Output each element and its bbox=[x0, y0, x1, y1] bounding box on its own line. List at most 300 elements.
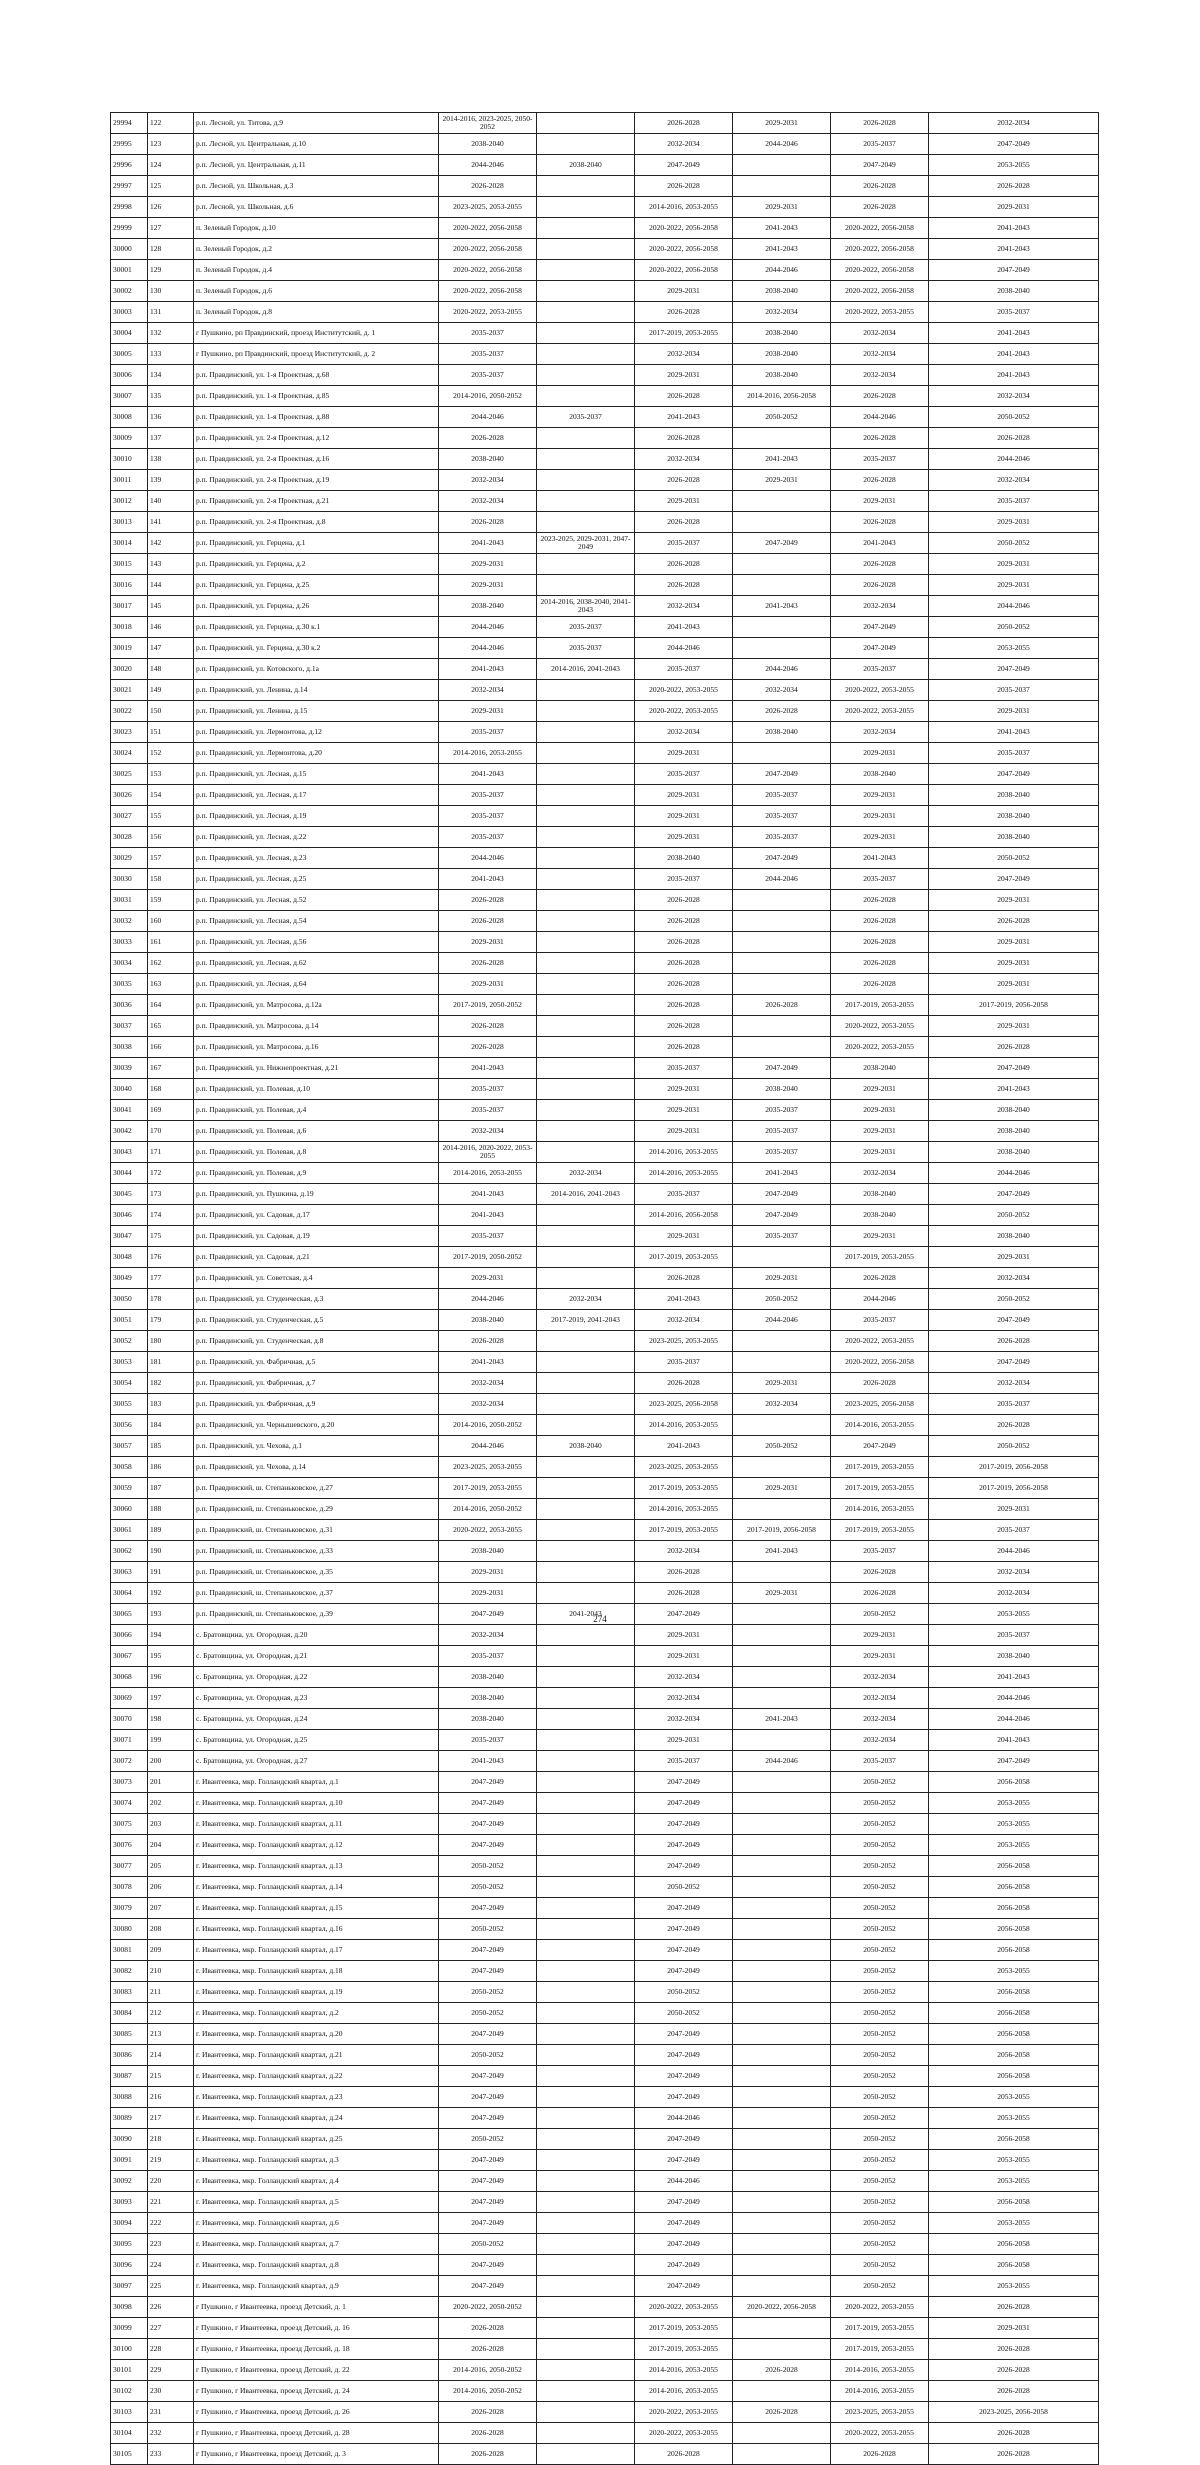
row-number-cell: 212 bbox=[148, 2003, 194, 2024]
address-cell: р.п. Правдинский, ш. Степаньковское, д.33 bbox=[194, 1541, 439, 1562]
row-number-cell: 123 bbox=[148, 134, 194, 155]
period-cell-2 bbox=[537, 302, 635, 323]
period-cell-4 bbox=[733, 953, 831, 974]
period-cell-1: 2017-2019, 2053-2055 bbox=[439, 1478, 537, 1499]
row-number-cell: 229 bbox=[148, 2360, 194, 2381]
period-cell-1: 2023-2025, 2053-2055 bbox=[439, 1457, 537, 1478]
row-number-cell: 170 bbox=[148, 1121, 194, 1142]
row-number-cell: 188 bbox=[148, 1499, 194, 1520]
period-cell-6: 2041-2043 bbox=[929, 344, 1099, 365]
period-cell-6: 2035-2037 bbox=[929, 302, 1099, 323]
period-cell-6: 2029-2031 bbox=[929, 2318, 1099, 2339]
table-row bbox=[111, 533, 1099, 554]
address-cell: г. Ивантеевка, мкр. Голландский квартал, д.24 bbox=[194, 2108, 439, 2129]
period-cell-5: 2029-2031 bbox=[831, 827, 929, 848]
address-cell: п. Зеленый Городок, д.4 bbox=[194, 260, 439, 281]
period-cell-5: 2050-2052 bbox=[831, 2003, 929, 2024]
period-cell-3: 2032-2034 bbox=[635, 1310, 733, 1331]
period-cell-4 bbox=[733, 1457, 831, 1478]
record-id-cell: 30103 bbox=[111, 2402, 148, 2423]
row-number-cell: 129 bbox=[148, 260, 194, 281]
record-id-cell: 30053 bbox=[111, 1352, 148, 1373]
period-cell-2 bbox=[537, 890, 635, 911]
period-cell-6: 2029-2031 bbox=[929, 1499, 1099, 1520]
period-cell-1: 2047-2049 bbox=[439, 1814, 537, 1835]
period-cell-3: 2026-2028 bbox=[635, 1016, 733, 1037]
period-cell-6: 2032-2034 bbox=[929, 1268, 1099, 1289]
period-cell-2 bbox=[537, 1646, 635, 1667]
period-cell-4: 2029-2031 bbox=[733, 113, 831, 134]
period-cell-1: 2014-2016, 2050-2052 bbox=[439, 1499, 537, 1520]
address-cell: п. Зеленый Городок, д.10 bbox=[194, 218, 439, 239]
period-cell-6: 2035-2037 bbox=[929, 1520, 1099, 1541]
period-cell-4: 2041-2043 bbox=[733, 596, 831, 617]
period-cell-2 bbox=[537, 1268, 635, 1289]
period-cell-5: 2050-2052 bbox=[831, 2108, 929, 2129]
period-cell-4 bbox=[733, 1856, 831, 1877]
period-cell-4 bbox=[733, 2381, 831, 2402]
period-cell-1: 2026-2028 bbox=[439, 2423, 537, 2444]
row-number-cell: 218 bbox=[148, 2129, 194, 2150]
address-cell: г. Ивантеевка, мкр. Голландский квартал, д.23 bbox=[194, 2087, 439, 2108]
table-row bbox=[111, 2423, 1099, 2444]
period-cell-5: 2050-2052 bbox=[831, 1856, 929, 1877]
period-cell-1: 2047-2049 bbox=[439, 2192, 537, 2213]
address-cell: р.п. Правдинский, ул. Матросова, д.16 bbox=[194, 1037, 439, 1058]
row-number-cell: 156 bbox=[148, 827, 194, 848]
period-cell-5: 2050-2052 bbox=[831, 1898, 929, 1919]
address-cell: г. Ивантеевка, мкр. Голландский квартал, д.21 bbox=[194, 2045, 439, 2066]
period-cell-3: 2026-2028 bbox=[635, 1373, 733, 1394]
period-cell-4: 2047-2049 bbox=[733, 764, 831, 785]
period-cell-3: 2050-2052 bbox=[635, 2003, 733, 2024]
period-cell-6: 2041-2043 bbox=[929, 323, 1099, 344]
address-cell: р.п. Правдинский, ул. Фабричная, д.5 bbox=[194, 1352, 439, 1373]
record-id-cell: 30045 bbox=[111, 1184, 148, 1205]
period-cell-5: 2026-2028 bbox=[831, 1373, 929, 1394]
period-cell-6: 2029-2031 bbox=[929, 512, 1099, 533]
period-cell-1: 2014-2016, 2050-2052 bbox=[439, 2381, 537, 2402]
period-cell-2 bbox=[537, 764, 635, 785]
period-cell-3: 2026-2028 bbox=[635, 995, 733, 1016]
address-cell: с. Братовщина, ул. Огородная, д.24 bbox=[194, 1709, 439, 1730]
table-row bbox=[111, 1940, 1099, 1961]
period-cell-5: 2017-2019, 2053-2055 bbox=[831, 1478, 929, 1499]
table-row bbox=[111, 2003, 1099, 2024]
address-cell: р.п. Правдинский, ул. Герцена, д.26 bbox=[194, 596, 439, 617]
table-row bbox=[111, 239, 1099, 260]
record-id-cell: 30082 bbox=[111, 1961, 148, 1982]
row-number-cell: 136 bbox=[148, 407, 194, 428]
table-row bbox=[111, 1919, 1099, 1940]
period-cell-4 bbox=[733, 575, 831, 596]
period-cell-6: 2029-2031 bbox=[929, 197, 1099, 218]
period-cell-1: 2038-2040 bbox=[439, 596, 537, 617]
record-id-cell: 30055 bbox=[111, 1394, 148, 1415]
record-id-cell: 30097 bbox=[111, 2276, 148, 2297]
period-cell-3: 2044-2046 bbox=[635, 638, 733, 659]
period-cell-2 bbox=[537, 554, 635, 575]
table-row bbox=[111, 764, 1099, 785]
period-cell-2 bbox=[537, 1478, 635, 1499]
period-cell-4: 2050-2052 bbox=[733, 407, 831, 428]
address-cell: г Пушкино, г Ивантеевка, проезд Детский, д. 3 bbox=[194, 2444, 439, 2465]
period-cell-3: 2050-2052 bbox=[635, 1982, 733, 2003]
period-cell-5: 2029-2031 bbox=[831, 1079, 929, 1100]
period-cell-4 bbox=[733, 932, 831, 953]
period-cell-6: 2044-2046 bbox=[929, 449, 1099, 470]
row-number-cell: 198 bbox=[148, 1709, 194, 1730]
period-cell-5: 2026-2028 bbox=[831, 1583, 929, 1604]
address-cell: р.п. Правдинский, ул. 2-я Проектная, д.16 bbox=[194, 449, 439, 470]
record-id-cell: 30071 bbox=[111, 1730, 148, 1751]
record-id-cell: 30077 bbox=[111, 1856, 148, 1877]
period-cell-1: 2050-2052 bbox=[439, 2129, 537, 2150]
record-id-cell: 30000 bbox=[111, 239, 148, 260]
period-cell-6: 2056-2058 bbox=[929, 2024, 1099, 2045]
period-cell-4: 2029-2031 bbox=[733, 1268, 831, 1289]
table-row bbox=[111, 1289, 1099, 1310]
period-cell-1: 2041-2043 bbox=[439, 1184, 537, 1205]
record-id-cell: 30057 bbox=[111, 1436, 148, 1457]
period-cell-2: 2032-2034 bbox=[537, 1163, 635, 1184]
address-cell: р.п. Правдинский, ул. Фабричная, д.7 bbox=[194, 1373, 439, 1394]
period-cell-2 bbox=[537, 1247, 635, 1268]
period-cell-3: 2023-2025, 2053-2055 bbox=[635, 1457, 733, 1478]
table-row bbox=[111, 1163, 1099, 1184]
table-row bbox=[111, 1226, 1099, 1247]
table-row bbox=[111, 491, 1099, 512]
period-cell-2 bbox=[537, 386, 635, 407]
period-cell-2 bbox=[537, 2423, 635, 2444]
record-id-cell: 30049 bbox=[111, 1268, 148, 1289]
table-row bbox=[111, 2381, 1099, 2402]
period-cell-1: 2029-2031 bbox=[439, 1268, 537, 1289]
row-number-cell: 135 bbox=[148, 386, 194, 407]
address-cell: р.п. Правдинский, ул. Лесная, д.56 bbox=[194, 932, 439, 953]
period-cell-6: 2035-2037 bbox=[929, 491, 1099, 512]
period-cell-1: 2041-2043 bbox=[439, 1751, 537, 1772]
period-cell-5: 2050-2052 bbox=[831, 1940, 929, 1961]
table-row bbox=[111, 722, 1099, 743]
period-cell-4 bbox=[733, 1898, 831, 1919]
period-cell-2 bbox=[537, 1058, 635, 1079]
row-number-cell: 172 bbox=[148, 1163, 194, 1184]
row-number-cell: 162 bbox=[148, 953, 194, 974]
period-cell-6: 2026-2028 bbox=[929, 1331, 1099, 1352]
period-cell-2 bbox=[537, 1079, 635, 1100]
address-cell: р.п. Правдинский, ул. Лермонтова, д.20 bbox=[194, 743, 439, 764]
period-cell-4: 2029-2031 bbox=[733, 1373, 831, 1394]
record-id-cell: 30098 bbox=[111, 2297, 148, 2318]
period-cell-3: 2047-2049 bbox=[635, 1793, 733, 1814]
row-number-cell: 152 bbox=[148, 743, 194, 764]
period-cell-5: 2026-2028 bbox=[831, 512, 929, 533]
table-row bbox=[111, 1457, 1099, 1478]
period-cell-3: 2050-2052 bbox=[635, 1877, 733, 1898]
table-row bbox=[111, 1646, 1099, 1667]
row-number-cell: 154 bbox=[148, 785, 194, 806]
address-cell: г. Ивантеевка, мкр. Голландский квартал, д.7 bbox=[194, 2234, 439, 2255]
table-row bbox=[111, 1625, 1099, 1646]
period-cell-5: 2038-2040 bbox=[831, 764, 929, 785]
period-cell-2 bbox=[537, 1520, 635, 1541]
period-cell-6: 2035-2037 bbox=[929, 1625, 1099, 1646]
period-cell-3: 2032-2034 bbox=[635, 1709, 733, 1730]
period-cell-1: 2035-2037 bbox=[439, 1226, 537, 1247]
period-cell-4 bbox=[733, 2234, 831, 2255]
period-cell-5: 2026-2028 bbox=[831, 386, 929, 407]
address-cell: р.п. Правдинский, ул. Пушкина, д.19 bbox=[194, 1184, 439, 1205]
period-cell-1: 2035-2037 bbox=[439, 1079, 537, 1100]
period-cell-4 bbox=[733, 890, 831, 911]
period-cell-6: 2026-2028 bbox=[929, 428, 1099, 449]
row-number-cell: 183 bbox=[148, 1394, 194, 1415]
row-number-cell: 131 bbox=[148, 302, 194, 323]
period-cell-3: 2047-2049 bbox=[635, 2276, 733, 2297]
record-id-cell: 30062 bbox=[111, 1541, 148, 1562]
period-cell-2 bbox=[537, 1814, 635, 1835]
row-number-cell: 189 bbox=[148, 1520, 194, 1541]
row-number-cell: 176 bbox=[148, 1247, 194, 1268]
record-id-cell: 30075 bbox=[111, 1814, 148, 1835]
period-cell-5: 2020-2022, 2053-2055 bbox=[831, 701, 929, 722]
record-id-cell: 30100 bbox=[111, 2339, 148, 2360]
period-cell-1: 2047-2049 bbox=[439, 2024, 537, 2045]
period-cell-4: 2044-2046 bbox=[733, 869, 831, 890]
table-row bbox=[111, 1205, 1099, 1226]
period-cell-3: 2047-2049 bbox=[635, 2150, 733, 2171]
table-row bbox=[111, 218, 1099, 239]
period-cell-3: 2047-2049 bbox=[635, 1919, 733, 1940]
period-cell-6: 2056-2058 bbox=[929, 2066, 1099, 2087]
period-cell-2 bbox=[537, 2276, 635, 2297]
period-cell-2 bbox=[537, 491, 635, 512]
period-cell-1: 2023-2025, 2053-2055 bbox=[439, 197, 537, 218]
period-cell-5: 2029-2031 bbox=[831, 785, 929, 806]
table-row bbox=[111, 1583, 1099, 1604]
period-cell-5: 2020-2022, 2056-2058 bbox=[831, 260, 929, 281]
table-row bbox=[111, 1856, 1099, 1877]
table-row bbox=[111, 176, 1099, 197]
period-cell-5: 2026-2028 bbox=[831, 554, 929, 575]
period-cell-5: 2029-2031 bbox=[831, 1142, 929, 1163]
record-id-cell: 30016 bbox=[111, 575, 148, 596]
address-cell: р.п. Лесной, ул. Школьная, д.3 bbox=[194, 176, 439, 197]
period-cell-3: 2029-2031 bbox=[635, 1121, 733, 1142]
address-cell: с. Братовщина, ул. Огородная, д.22 bbox=[194, 1667, 439, 1688]
period-cell-4: 2038-2040 bbox=[733, 344, 831, 365]
period-cell-5: 2032-2034 bbox=[831, 722, 929, 743]
period-cell-4: 2041-2043 bbox=[733, 218, 831, 239]
period-cell-1: 2029-2031 bbox=[439, 1583, 537, 1604]
period-cell-3: 2026-2028 bbox=[635, 428, 733, 449]
period-cell-3: 2026-2028 bbox=[635, 113, 733, 134]
record-id-cell: 30005 bbox=[111, 344, 148, 365]
period-cell-2 bbox=[537, 1877, 635, 1898]
period-cell-1: 2050-2052 bbox=[439, 2045, 537, 2066]
period-cell-2 bbox=[537, 1625, 635, 1646]
period-cell-6: 2044-2046 bbox=[929, 1163, 1099, 1184]
period-cell-3: 2026-2028 bbox=[635, 932, 733, 953]
period-cell-6: 2017-2019, 2056-2058 bbox=[929, 995, 1099, 1016]
period-cell-4: 2041-2043 bbox=[733, 239, 831, 260]
period-cell-4: 2044-2046 bbox=[733, 260, 831, 281]
period-cell-1: 2014-2016, 2020-2022, 2053-2055 bbox=[439, 1142, 537, 1163]
record-id-cell: 30029 bbox=[111, 848, 148, 869]
table-row bbox=[111, 323, 1099, 344]
period-cell-3: 2032-2034 bbox=[635, 1688, 733, 1709]
period-cell-1: 2026-2028 bbox=[439, 1037, 537, 1058]
period-cell-1: 2020-2022, 2053-2055 bbox=[439, 302, 537, 323]
period-cell-1: 2041-2043 bbox=[439, 869, 537, 890]
table-row bbox=[111, 890, 1099, 911]
period-cell-4 bbox=[733, 2066, 831, 2087]
period-cell-6: 2050-2052 bbox=[929, 617, 1099, 638]
period-cell-1: 2035-2037 bbox=[439, 323, 537, 344]
period-cell-1: 2020-2022, 2053-2055 bbox=[439, 1520, 537, 1541]
period-cell-6: 2038-2040 bbox=[929, 1121, 1099, 1142]
period-cell-2 bbox=[537, 1982, 635, 2003]
period-cell-1: 2029-2031 bbox=[439, 554, 537, 575]
period-cell-1: 2035-2037 bbox=[439, 806, 537, 827]
table-row bbox=[111, 1415, 1099, 1436]
period-cell-5: 2050-2052 bbox=[831, 2024, 929, 2045]
period-cell-5: 2050-2052 bbox=[831, 1814, 929, 1835]
record-id-cell: 30025 bbox=[111, 764, 148, 785]
period-cell-4 bbox=[733, 1772, 831, 1793]
period-cell-4 bbox=[733, 2318, 831, 2339]
period-cell-6: 2050-2052 bbox=[929, 1289, 1099, 1310]
period-cell-1: 2032-2034 bbox=[439, 470, 537, 491]
period-cell-6: 2053-2055 bbox=[929, 2087, 1099, 2108]
address-cell: г. Ивантеевка, мкр. Голландский квартал, д.12 bbox=[194, 1835, 439, 1856]
address-cell: г. Ивантеевка, мкр. Голландский квартал, д.14 bbox=[194, 1877, 439, 1898]
period-cell-2 bbox=[537, 806, 635, 827]
period-cell-6: 2047-2049 bbox=[929, 869, 1099, 890]
period-cell-6: 2026-2028 bbox=[929, 2339, 1099, 2360]
period-cell-2 bbox=[537, 785, 635, 806]
period-cell-1: 2044-2046 bbox=[439, 155, 537, 176]
period-cell-6: 2047-2049 bbox=[929, 1184, 1099, 1205]
period-cell-4: 2026-2028 bbox=[733, 701, 831, 722]
period-cell-1: 2029-2031 bbox=[439, 932, 537, 953]
record-id-cell: 30027 bbox=[111, 806, 148, 827]
period-cell-4: 2041-2043 bbox=[733, 1163, 831, 1184]
period-cell-5: 2050-2052 bbox=[831, 2213, 929, 2234]
record-id-cell: 30067 bbox=[111, 1646, 148, 1667]
record-id-cell: 30070 bbox=[111, 1709, 148, 1730]
record-id-cell: 30033 bbox=[111, 932, 148, 953]
table-row bbox=[111, 1562, 1099, 1583]
period-cell-2 bbox=[537, 1415, 635, 1436]
period-cell-5: 2020-2022, 2056-2058 bbox=[831, 281, 929, 302]
period-cell-5: 2038-2040 bbox=[831, 1184, 929, 1205]
period-cell-3: 2026-2028 bbox=[635, 953, 733, 974]
table-row bbox=[111, 1247, 1099, 1268]
row-number-cell: 201 bbox=[148, 1772, 194, 1793]
period-cell-6: 2035-2037 bbox=[929, 743, 1099, 764]
row-number-cell: 155 bbox=[148, 806, 194, 827]
row-number-cell: 148 bbox=[148, 659, 194, 680]
period-cell-6: 2056-2058 bbox=[929, 2045, 1099, 2066]
period-cell-3: 2047-2049 bbox=[635, 2024, 733, 2045]
period-cell-2: 2038-2040 bbox=[537, 155, 635, 176]
period-cell-3: 2041-2043 bbox=[635, 617, 733, 638]
record-id-cell: 30084 bbox=[111, 2003, 148, 2024]
address-cell: р.п. Правдинский, ул. Котовского, д.1а bbox=[194, 659, 439, 680]
row-number-cell: 213 bbox=[148, 2024, 194, 2045]
period-cell-3: 2047-2049 bbox=[635, 155, 733, 176]
period-cell-3: 2041-2043 bbox=[635, 1289, 733, 1310]
period-cell-2 bbox=[537, 2213, 635, 2234]
period-cell-6: 2029-2031 bbox=[929, 1016, 1099, 1037]
record-id-cell: 30011 bbox=[111, 470, 148, 491]
period-cell-6: 2053-2055 bbox=[929, 1814, 1099, 1835]
period-cell-2 bbox=[537, 2024, 635, 2045]
period-cell-2 bbox=[537, 1205, 635, 1226]
row-number-cell: 145 bbox=[148, 596, 194, 617]
table-row bbox=[111, 953, 1099, 974]
period-cell-6: 2053-2055 bbox=[929, 2108, 1099, 2129]
period-cell-6: 2047-2049 bbox=[929, 764, 1099, 785]
record-id-cell: 30083 bbox=[111, 1982, 148, 2003]
record-id-cell: 30050 bbox=[111, 1289, 148, 1310]
record-id-cell: 30064 bbox=[111, 1583, 148, 1604]
record-id-cell: 30074 bbox=[111, 1793, 148, 1814]
period-cell-2 bbox=[537, 1583, 635, 1604]
period-cell-1: 2026-2028 bbox=[439, 2339, 537, 2360]
period-cell-4 bbox=[733, 1730, 831, 1751]
period-cell-6: 2056-2058 bbox=[929, 2192, 1099, 2213]
period-cell-3: 2026-2028 bbox=[635, 386, 733, 407]
period-cell-6: 2053-2055 bbox=[929, 1961, 1099, 1982]
record-id-cell: 30003 bbox=[111, 302, 148, 323]
row-number-cell: 122 bbox=[148, 113, 194, 134]
period-cell-5: 2017-2019, 2053-2055 bbox=[831, 1520, 929, 1541]
table-row bbox=[111, 1478, 1099, 1499]
record-id-cell: 30101 bbox=[111, 2360, 148, 2381]
period-cell-5: 2026-2028 bbox=[831, 428, 929, 449]
row-number-cell: 221 bbox=[148, 2192, 194, 2213]
period-cell-1: 2047-2049 bbox=[439, 1898, 537, 1919]
row-number-cell: 190 bbox=[148, 1541, 194, 1562]
table-row bbox=[111, 449, 1099, 470]
period-cell-2: 2035-2037 bbox=[537, 638, 635, 659]
period-cell-1: 2017-2019, 2050-2052 bbox=[439, 1247, 537, 1268]
period-cell-4: 2041-2043 bbox=[733, 1541, 831, 1562]
period-cell-1: 2041-2043 bbox=[439, 1205, 537, 1226]
period-cell-4: 2038-2040 bbox=[733, 722, 831, 743]
record-id-cell: 30004 bbox=[111, 323, 148, 344]
period-cell-5: 2044-2046 bbox=[831, 1289, 929, 1310]
period-cell-6: 2032-2034 bbox=[929, 470, 1099, 491]
period-cell-4: 2014-2016, 2056-2058 bbox=[733, 386, 831, 407]
period-cell-6: 2038-2040 bbox=[929, 281, 1099, 302]
period-cell-1: 2026-2028 bbox=[439, 1016, 537, 1037]
period-cell-6: 2053-2055 bbox=[929, 2213, 1099, 2234]
schedule-table-body bbox=[111, 113, 1099, 2465]
address-cell: р.п. Правдинский, ул. 1-я Проектная, д.88 bbox=[194, 407, 439, 428]
period-cell-3: 2044-2046 bbox=[635, 2171, 733, 2192]
period-cell-1: 2035-2037 bbox=[439, 1730, 537, 1751]
record-id-cell: 30028 bbox=[111, 827, 148, 848]
period-cell-5: 2026-2028 bbox=[831, 911, 929, 932]
record-id-cell: 30009 bbox=[111, 428, 148, 449]
period-cell-5: 2038-2040 bbox=[831, 1205, 929, 1226]
period-cell-1: 2035-2037 bbox=[439, 827, 537, 848]
period-cell-4 bbox=[733, 2276, 831, 2297]
